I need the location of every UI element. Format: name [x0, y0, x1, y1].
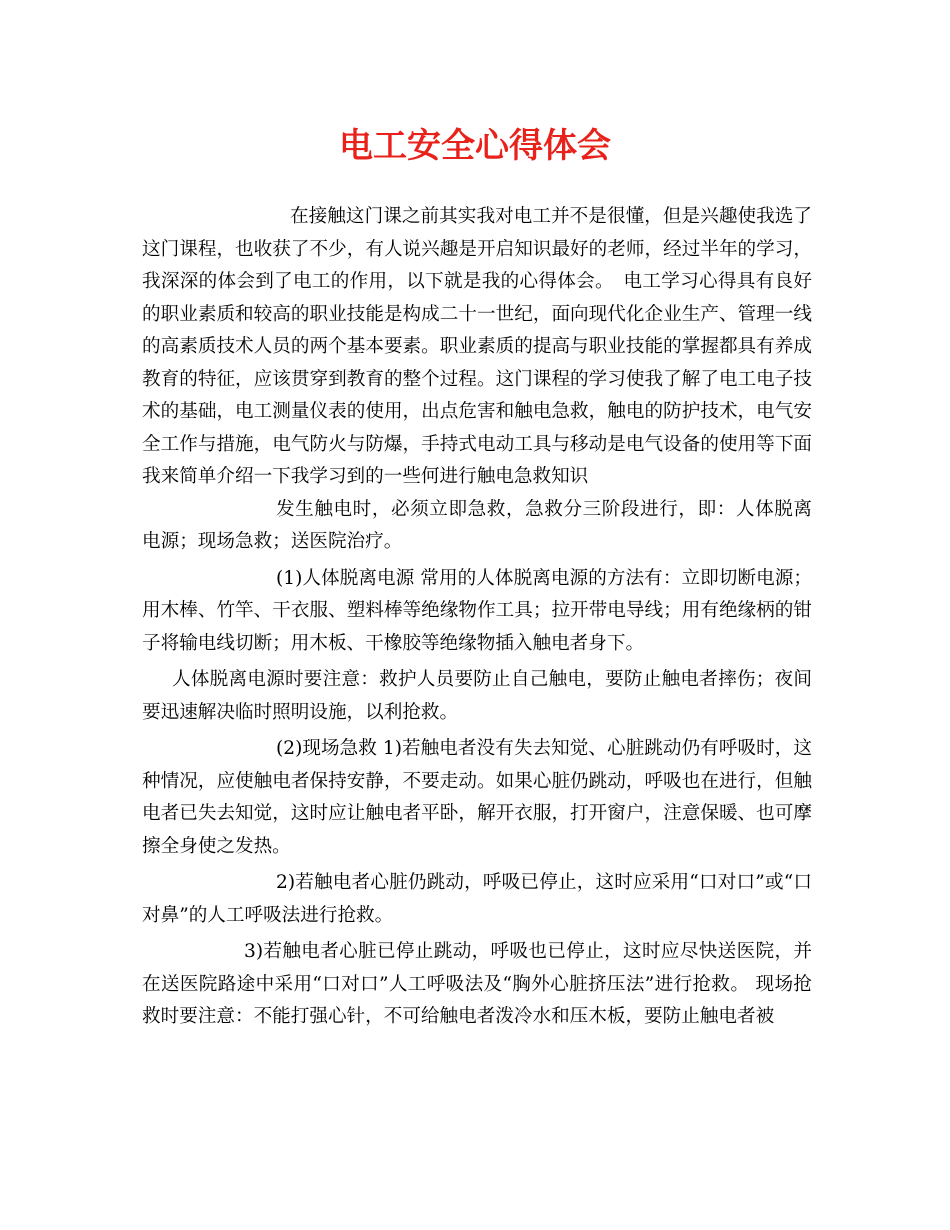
- paragraph-cardiac-arrest: 3)若触电者心脏已停止跳动，呼吸也已停止，这时应尽快送医院，并在送医院路途中采用“口对口”人工呼吸法及“胸外心脏挤压法”进行抢救。 现场抢救时要注意：不能打强心针，不可给触电者泼冷水和压木板，要防止触电者被: [142, 941, 812, 1027]
- paragraph-disconnect-power: (1)人体脱离电源 常用的人体脱离电源的方法有：立即切断电源；用木棒、竹竿、干衣服、塑料棒等绝缘物作工具；拉开带电导线；用有绝缘柄的钳子将输电线切断；用木板、干橡胶等绝缘物插入触电者身下。: [142, 567, 812, 654]
- paragraph-disconnect-notes: 人体脱离电源时要注意：救护人员要防止自己触电，要防止触电者摔伤；夜间要迅速解决临时照明设施，以利抢救。: [142, 669, 812, 723]
- paragraph-artificial-respiration: 2)若触电者心脏仍跳动，呼吸已停止，这时应采用“口对口”或“口对鼻”的人工呼吸法进行抢救。: [142, 872, 812, 926]
- paragraph-first-aid-stages: 发生触电时，必须立即急救，急救分三阶段进行，即：人体脱离电源；现场急救；送医院治疗。: [142, 498, 812, 552]
- paragraph-onsite-aid: (2)现场急救 1)若触电者没有失去知觉、心脏跳动仍有呼吸时，这种情况，应使触电者保持安静，不要走动。如果心脏仍跳动，呼吸也在进行，但触电者已失去知觉，这时应让触电者平卧，解开衣服，打开窗户，注意保暖、也可摩擦全身使之发热。: [142, 738, 812, 857]
- document-title: 电工安全心得体会: [339, 126, 611, 166]
- paragraph-intro: 在接触这门课之前其实我对电工并不是很懂，但是兴趣使我选了这门课程，也收获了不少，有人说兴趣是开启知识最好的老师，经过半年的学习，我深深的体会到了电工的作用，以下就是我的心得体会。 电工学习心得具有良好的职业素质和较高的职业技能是构成二十一世纪，面向现代化企业生产、管理一线的高素质技术人员的两个基本要素。职业素质的提高与职业技能的掌握都具有养成教育的特征，应该贯穿到教育的整个过程。这门课程的学习使我了解了电工电子技术的基础，电工测量仪表的使用，出点危害和触电急救，触电的防护技术，电气安全工作与措施，电气防火与防爆，手持式电动工具与移动是电气设备的使用等下面我来简单介绍一下我学习到的一些何进行触电急救知识: [142, 206, 812, 487]
- document-body: [142, 201, 812, 1034]
